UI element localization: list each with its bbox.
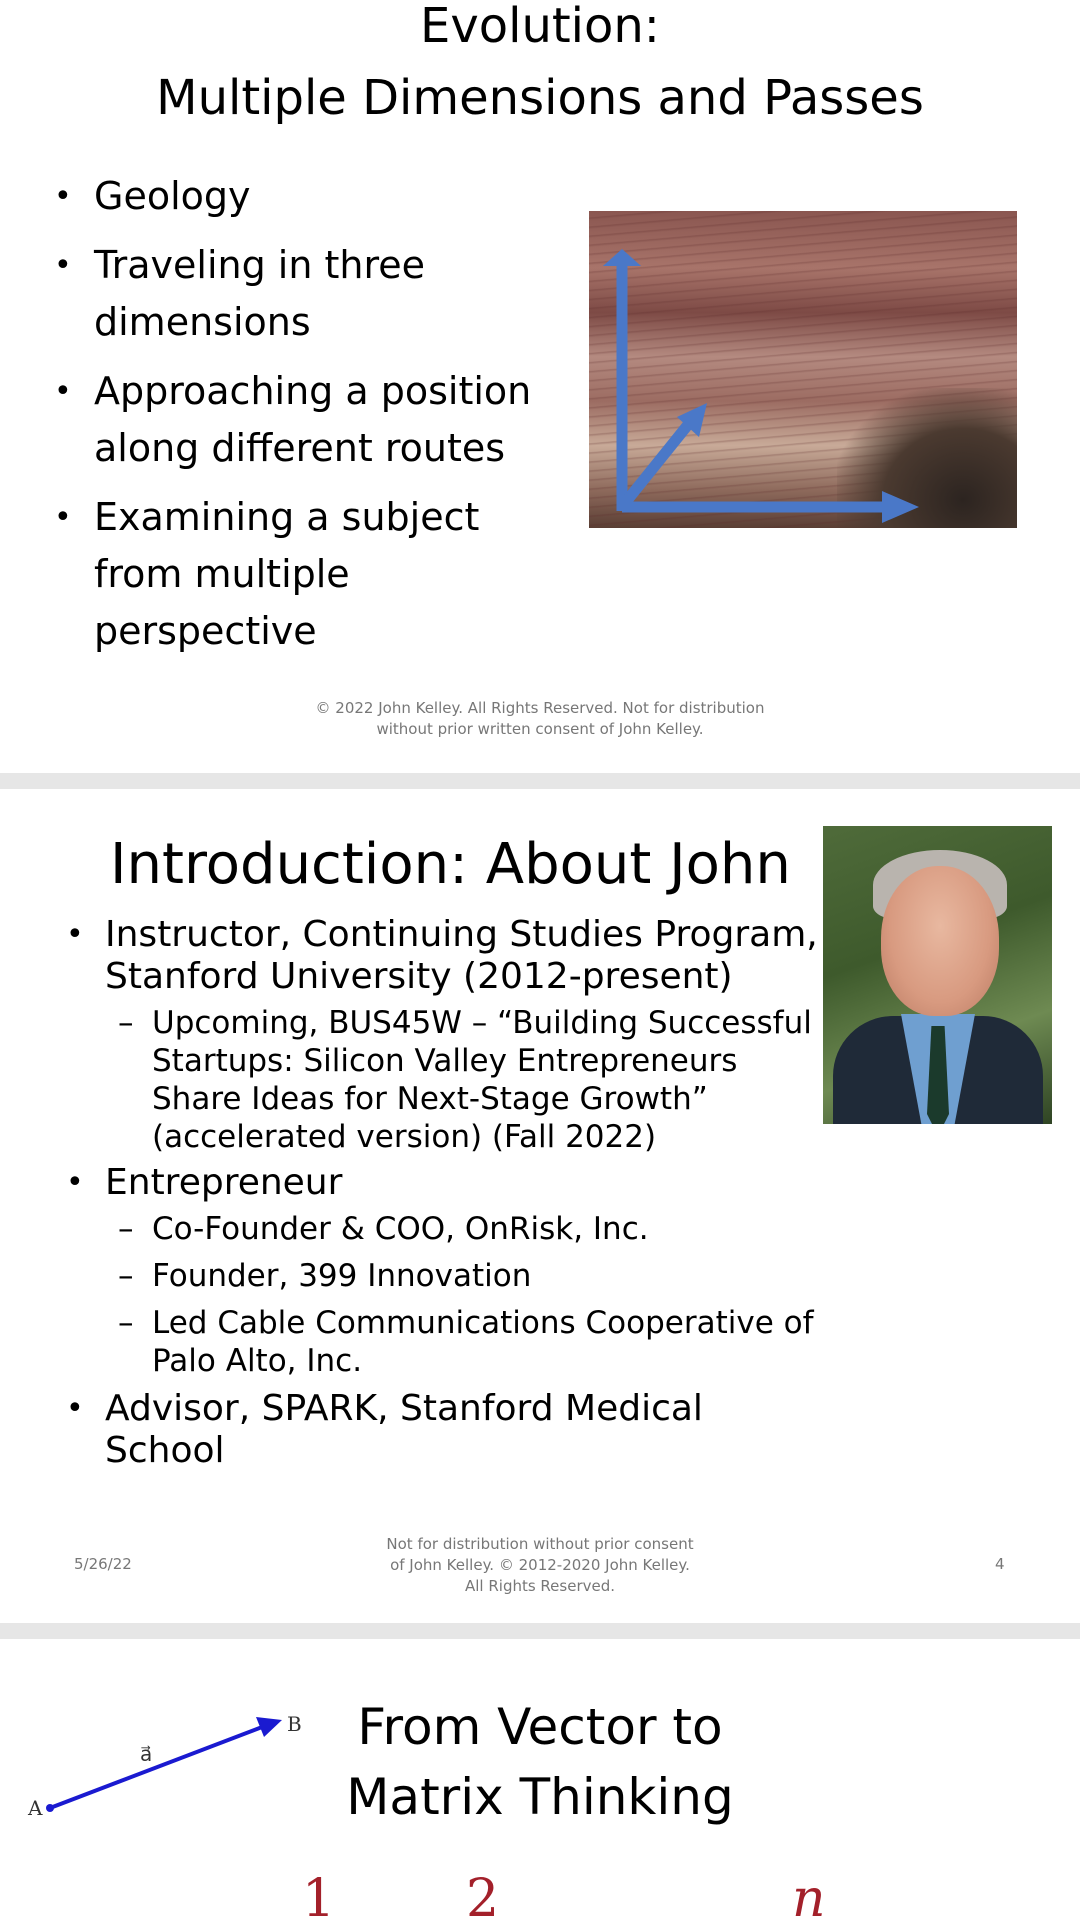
bullet-text: along different routes — [94, 426, 506, 470]
bullet-text: Advisor, SPARK, Stanford Medical — [105, 1388, 703, 1429]
slide2-footer: All Rights Reserved. — [464, 1577, 616, 1595]
slide2-bullet-list — [0, 914, 830, 1472]
bullet-icon: • — [66, 1391, 84, 1426]
sub-bullet-item — [0, 1257, 830, 1295]
sub-bullet-text: Founder, 399 Innovation — [152, 1258, 532, 1294]
bullet-text: perspective — [94, 609, 317, 653]
point-b-label: B — [287, 1712, 302, 1736]
dash-icon: – — [118, 1258, 134, 1294]
sub-bullet-text: (accelerated version) (Fall 2022) — [152, 1119, 657, 1155]
slide-evolution — [0, 0, 1080, 773]
bullet-icon: • — [54, 179, 72, 214]
matrix-index-label: 2 — [466, 1869, 500, 1921]
bullet-icon: • — [54, 500, 72, 535]
slide-date: 5/26/22 — [74, 1555, 132, 1573]
bullet-item — [0, 489, 560, 660]
slide2-title: Introduction: About John — [110, 832, 791, 897]
bullet-text: Traveling in three — [94, 243, 426, 287]
axes-arrows-icon — [589, 211, 1017, 528]
canyon-photo — [589, 211, 1017, 528]
bullet-item — [0, 1162, 830, 1204]
bullet-icon: • — [66, 1165, 84, 1200]
sub-bullet-text: Share Ideas for Next-Stage Growth” — [152, 1081, 708, 1117]
sub-bullet-item — [0, 1304, 830, 1380]
bullet-icon: • — [54, 248, 72, 283]
slide-number: 4 — [995, 1555, 1005, 1573]
bullet-text: Instructor, Continuing Studies Program, — [105, 914, 818, 955]
vector-a-label: a⃗ — [140, 1742, 153, 1766]
slide-vector-matrix — [0, 1639, 1080, 1921]
matrix-index-label: n — [792, 1869, 826, 1921]
dash-icon: – — [118, 1005, 134, 1041]
bullet-icon: • — [54, 374, 72, 409]
sub-bullet-item — [0, 1210, 830, 1248]
bullet-item — [0, 1388, 830, 1472]
bullet-icon: • — [66, 917, 84, 952]
bullet-text: Geology — [94, 174, 251, 218]
vector-diagram — [20, 1709, 300, 1829]
bullet-item — [0, 914, 830, 998]
sub-bullet-text: Startups: Silicon Valley Entrepreneurs — [152, 1043, 738, 1079]
bullet-item — [0, 237, 560, 351]
slide1-bullet-list — [0, 168, 560, 672]
slide1-copyright: without prior written consent of John Kelley. — [376, 720, 704, 738]
bullet-item — [0, 363, 560, 477]
slide1-title-line2: Multiple Dimensions and Passes — [156, 70, 924, 126]
bullet-text: Approaching a position — [94, 369, 532, 413]
slide1-title-line1: Evolution: — [420, 0, 660, 54]
bullet-text: Examining a subject — [94, 495, 480, 539]
bullet-text: Stanford University (2012-present) — [105, 956, 733, 997]
sub-bullet-text: Upcoming, BUS45W – “Building Successful — [152, 1005, 812, 1041]
slide2-footer: of John Kelley. © 2012-2020 John Kelley. — [390, 1556, 690, 1574]
sub-bullet-item — [0, 1004, 830, 1156]
bullet-text: from multiple — [94, 552, 350, 596]
bullet-text: dimensions — [94, 300, 311, 344]
portrait-photo — [823, 826, 1052, 1124]
matrix-index-label: 1 — [302, 1869, 336, 1921]
sub-bullet-text: Led Cable Communications Cooperative of — [152, 1305, 814, 1341]
slide3-title-line2: Matrix Thinking — [346, 1768, 734, 1826]
point-a-label: A — [28, 1796, 43, 1820]
bullet-text: School — [105, 1430, 225, 1471]
portrait-face — [881, 866, 999, 1016]
dash-icon: – — [118, 1305, 134, 1341]
slide1-copyright: © 2022 John Kelley. All Rights Reserved. Not for distribution — [315, 699, 765, 717]
sub-bullet-text: Palo Alto, Inc. — [152, 1343, 363, 1379]
bullet-text: Entrepreneur — [105, 1162, 343, 1203]
bullet-item — [0, 168, 560, 225]
slide2-footer: Not for distribution without prior consent — [386, 1535, 694, 1553]
sub-bullet-text: Co-Founder & COO, OnRisk, Inc. — [152, 1211, 649, 1247]
dash-icon: – — [118, 1211, 134, 1247]
slide3-title-line1: From Vector to — [357, 1698, 723, 1756]
slide-about-john — [0, 789, 1080, 1623]
